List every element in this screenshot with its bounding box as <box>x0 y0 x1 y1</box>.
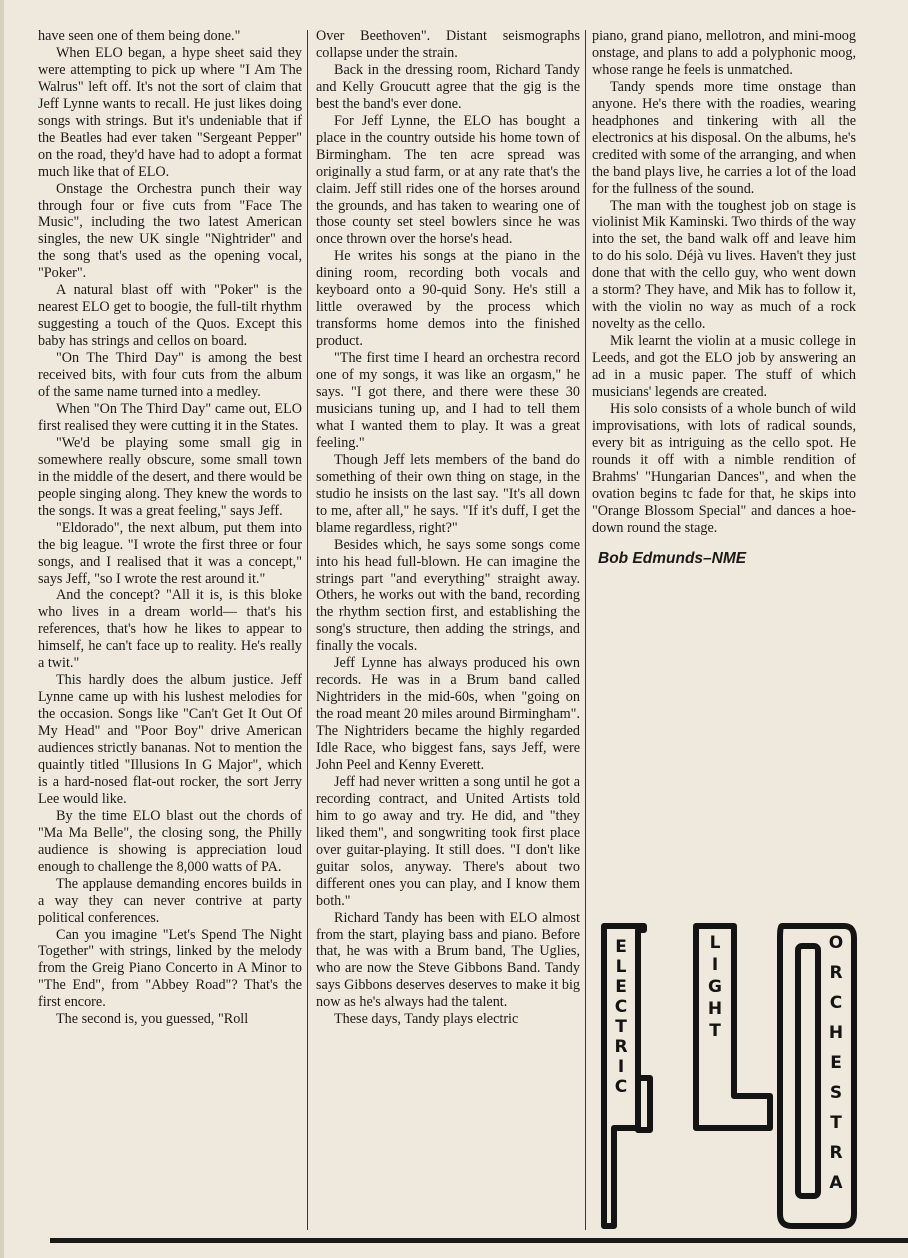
article-column-2 <box>316 28 580 1028</box>
logo-letter: L <box>615 957 627 977</box>
paragraph: The man with the toughest job on stage is violinist Mik Kaminski. Two thirds of the way into the set, the band walk off and leave him to do his solo. Déjà vu lives. Haven't they just done that with the cello guy, who went down a storm? They have, and Mik has to follow it, with the violin no way as much of a rock novelty as the cello. <box>592 197 856 333</box>
paragraph: Over Beethoven". Distant seismographs collapse under the strain. <box>316 28 580 61</box>
paragraph: Richard Tandy has been with ELO almost from the start, playing bass and piano. Before that, he was with a Brum band, The Uglies, who are now the Steve Gibbons Band. Tandy says Gibbons deserves deserves to make it big now as he's always had the talent. <box>316 909 580 1011</box>
paragraph: Besides which, he says some songs come into his head full-blown. He can imagine the strings part "and everything" straight away. Others, he works out with the band, recording the rhythm section first, and establishing the song's structure, then adding the strings, and finally the vocals. <box>316 536 580 655</box>
logo-letter: E <box>615 977 627 997</box>
logo-letter: T <box>709 1021 721 1041</box>
paragraph: When "On The Third Day" came out, ELO first realised they were cutting it in the States. <box>38 400 302 434</box>
logo-letter: C <box>829 993 843 1013</box>
logo-text-middle <box>708 933 722 1041</box>
logo-letter: R <box>614 1037 628 1057</box>
column-divider <box>307 30 308 1230</box>
paragraph: Though Jeff lets members of the band do something of their own thing on stage, in the studio he insists on the last say. "It's all down to me, after all," he says. "If it's duff, I get the blame regardless, right?" <box>316 451 580 536</box>
logo-letter: H <box>828 1023 844 1043</box>
logo-letter: H <box>707 999 723 1019</box>
paragraph: The applause demanding encores builds in a way they can never contrive at party political conferences. <box>38 875 302 926</box>
logo-letter: I <box>617 1057 625 1077</box>
paragraph: He writes his songs at the piano in the dining room, recording both vocals and keyboard onto a 90-quid Sony. He's still a little overawed by the process which transforms home demos into the finished product. <box>316 248 580 350</box>
logo-letter: O <box>828 933 844 953</box>
logo-letter: T <box>615 1017 627 1037</box>
paragraph: For Jeff Lynne, the ELO has bought a place in the country outside his home town of Birmingham. The ten acre spread was originally a stud farm, or at any rate that's the claim. Jeff still rides one of the horses around the grounds, and has taken to wearing one of those county set steel bowlers since he was once thrown over the horse's head. <box>316 112 580 248</box>
paragraph: Jeff Lynne has always produced his own records. He was in a Brum band called Nightriders in the mid-60s, when "going on the road meant 20 miles around Birmingham". The Nightriders became the highly regarded Idle Race, who biggest fans, says Jeff, were John Peel and Kenny Everett. <box>316 655 580 773</box>
logo-letter: G <box>708 977 722 997</box>
paragraph: When ELO began, a hype sheet said they were attempting to pick up where "I Am The Walrus" left off. It's not the sort of claim that Jeff Lynne wants to recall. He just likes doing songs with strings. But it's undeniable that if the Beatles had ever taken "Sergeant Pepper" on the road, they'd have had to adopt a format much like that of ELO. <box>38 44 302 180</box>
logo-letter: E <box>615 937 627 957</box>
paragraph: Mik learnt the violin at a music college in Leeds, and got the ELO job by answering an ad in a music paper. The stuff of which musicians' legends are created. <box>592 333 856 401</box>
paragraph: "Eldorado", the next album, put them into the big league. "I wrote the first three or four songs, and I realised that it was a concept," says Jeff, "so I wrote the rest around it." <box>38 519 302 587</box>
logo-letter: T <box>830 1113 842 1133</box>
article-column-1 <box>38 28 302 1028</box>
paragraph: Back in the dressing room, Richard Tandy and Kelly Groucutt agree that the gig is the best the band's ever done. <box>316 61 580 112</box>
paragraph: piano, grand piano, mellotron, and mini-moog onstage, and plans to add a polyphonic moog, whose range he feels is unmatched. <box>592 28 856 78</box>
paragraph: A natural blast off with "Poker" is the nearest ELO get to boogie, the full-tilt rhythm suggesting a touch of the Quos. Except this baby has strings and cellos on board. <box>38 282 302 350</box>
logo-letter: I <box>711 955 719 975</box>
paragraph: Jeff had never written a song until he got a recording contract, and United Artists told him to go away and try. He did, and "they liked them", and songwriting took first place over guitar-playing. It still does. "I don't like guitar solos, anyway. There's about two different ones you can play, and I know them both." <box>316 773 580 909</box>
column-3-text <box>592 28 856 537</box>
paragraph: Can you imagine "Let's Spend The Night Together" with strings, linked by the melody from the Greig Piano Concerto in A Minor to "The End", from "Abbey Road"? That's the first encore. <box>38 926 302 1011</box>
logo-text-right <box>829 933 844 1193</box>
paragraph: His solo consists of a whole bunch of wild improvisations, with lots of radical sounds, every bit as intriguing as the cello spot. He rounds it off with a nimble rendition of Brahms' "Hungarian Dances", and when the ovation begins tc fade for that, he skips into "Orange Blossom Special" and dances a hoe-down round the stage. <box>592 400 856 536</box>
paragraph: have seen one of them being done." <box>38 28 241 44</box>
logo-letter: E <box>830 1053 842 1073</box>
paragraph: Tandy spends more time onstage than anyone. He's there with the roadies, wearing headphones and tinkering with all the electronics at his disposal. On the albums, he's credited with some of the arranging, and when the band plays live, he carries a lot of the load for the fullness of the sound. <box>592 78 856 197</box>
paragraph: This hardly does the album justice. Jeff Lynne came up with his lushest melodies for the occasion. Songs like "Can't Get It Out Of My Head" and "Poor Boy" drive American audiences strictly bananas. Not to mention the quaintly titled "Illusions In G Major", which is a hard-nosed flat-out rocker, the sort Jerry Lee would like. <box>38 672 302 807</box>
logo-letter: R <box>829 1143 843 1163</box>
logo-letter: L <box>709 933 721 953</box>
paragraph: "We'd be playing some small gig in somewhere really obscure, some small town in the middle of the desert, and there would be people singing along. They knew the words to the songs. It was a great feeling," says Jeff. <box>38 434 302 519</box>
paragraph: "On The Third Day" is among the best received bits, with four cuts from the album of the same name turned into a medley. <box>38 350 302 401</box>
page-edge <box>0 0 4 1258</box>
logo-letter: A <box>829 1173 843 1193</box>
column-divider <box>585 30 586 1230</box>
elo-logo <box>598 918 860 1234</box>
logo-letter: S <box>829 1083 843 1103</box>
paragraph: The second is, you guessed, "Roll <box>56 1011 249 1028</box>
logo-letter: C <box>614 1077 628 1097</box>
logo-letter: C <box>614 997 628 1017</box>
bottom-rule <box>50 1238 908 1243</box>
logo-letter: R <box>829 963 843 983</box>
byline: Bob Edmunds–NME <box>598 549 747 567</box>
paragraph: And the concept? "All it is, is this bloke who lives in a dream world— that's his references, that's how he likes to appear to himself, he can't face up to reality. He's really a twit." <box>38 587 302 672</box>
paragraph: These days, Tandy plays electric <box>334 1011 519 1028</box>
paragraph: By the time ELO blast out the chords of "Ma Ma Belle", the closing song, the Philly audience is showing is appreciation loud enough to challenge the 8,000 watts of PA. <box>38 807 302 875</box>
paragraph: Onstage the Orchestra punch their way through four or five cuts from "Face The Music", including the two latest American singles, the new UK single "Nightrider" and the song that's used as the opening vocal, "Poker". <box>38 180 302 282</box>
paragraph: "The first time I heard an orchestra record one of my songs, it was like an orgasm," he says. "I got there, and there were these 30 musicians tuning up, and I had to tell them what I wanted them to play. It was a great feeling." <box>316 350 580 451</box>
article-column-3 <box>592 28 856 568</box>
